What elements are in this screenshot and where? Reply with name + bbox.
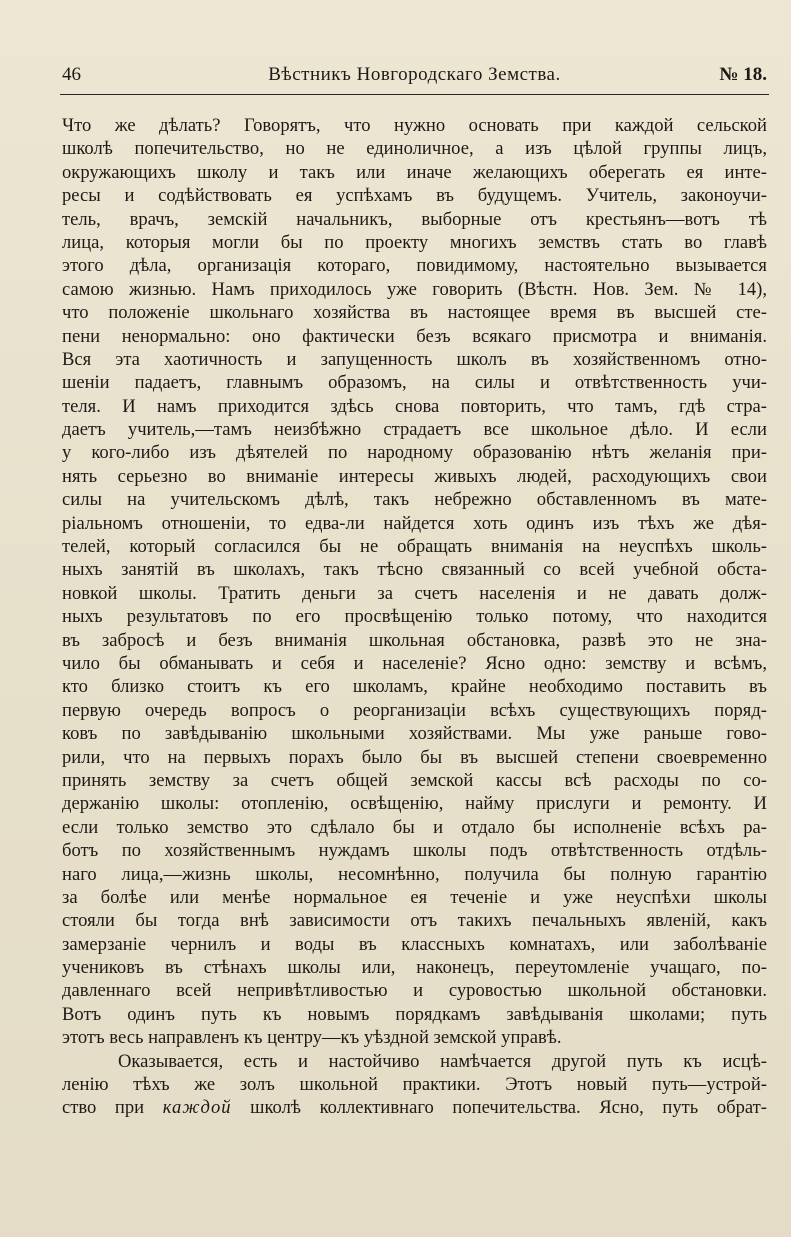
text-line: ленію тѣхъ же золъ школьной практики. Этотъ новый путь—устрой- xyxy=(62,1074,767,1096)
text-line: этого дѣла, организація котораго, повидимому, настоятельно вызывается xyxy=(62,255,767,277)
text-line: силы на учительскомъ дѣлѣ, такъ небрежно обставленномъ въ мате- xyxy=(62,489,767,511)
text-line: чило бы обманывать и себя и населеніе? Ясно одно: земству и всѣмъ, xyxy=(62,652,767,674)
text-line: телей, который согласился бы не обращать вниманія на неуспѣхъ школь- xyxy=(62,536,767,558)
text-segment: школѣ коллективнаго попечительства. Ясно, путь обрат- xyxy=(231,1097,767,1119)
text-line: ныхъ занятій въ школахъ, такъ тѣсно связанный со всей учебной обста- xyxy=(62,559,767,581)
text-line: давленнаго всей непривѣтливостью и суровостью школьной обстановки. xyxy=(62,980,767,1002)
text-line: окружающихъ школу и такъ или иначе желающихъ оберегать ея инте- xyxy=(62,161,767,183)
text-line: въ забросѣ и безъ вниманія школьная обстановка, развѣ это не зна- xyxy=(62,629,767,651)
page-number: 46 xyxy=(62,64,81,85)
text-line: замерзаніе чернилъ и воды въ классныхъ комнатахъ, или заболѣваніе xyxy=(62,933,767,955)
text-line: принять земству за счетъ общей земской кассы всѣ расходы по со- xyxy=(62,769,767,791)
text-line: что положеніе школьнаго хозяйства въ настоящее время въ высшей сте- xyxy=(62,302,767,324)
text-line: Что же дѣлать? Говорятъ, что нужно основать при каждой сельской xyxy=(62,115,767,136)
text-line: теля. И намъ приходится здѣсь снова повторить, что тамъ, гдѣ стра- xyxy=(62,395,767,417)
text-segment: ство при xyxy=(62,1097,163,1119)
text-line: новкой школы. Тратить деньги за счетъ населенія и не давать долж- xyxy=(62,582,767,604)
text-line: даетъ учитель,—тамъ неизбѣжно страдаетъ все школьное дѣло. И если xyxy=(62,419,767,441)
text-line: наго лица,—жизнь школы, несомнѣнно, получила бы полную гарантію xyxy=(62,863,767,885)
running-header xyxy=(62,64,767,92)
text-line: за болѣе или менѣе нормальное ея теченіе и уже неуспѣхи школы xyxy=(62,886,767,908)
emphasis-text: каждой xyxy=(162,1097,232,1119)
text-line: нять серьезно во вниманіе интересы живыхъ людей, расходующихъ свои xyxy=(62,465,767,487)
text-line: рили, что на первыхъ порахъ было бы въ высшей степени своевременно xyxy=(62,746,767,768)
text-line xyxy=(62,1096,767,1119)
text-line: первую очередь вопросъ о реорганизаціи всѣхъ существующихъ поряд- xyxy=(62,699,767,721)
text-line: ресы и содѣйствовать ея успѣхамъ въ будущемъ. Учитель, законоучи- xyxy=(62,185,767,207)
text-line: учениковъ въ стѣнахъ школы или, наконецъ, переутомленіе учащаго, по- xyxy=(62,957,767,979)
text-line: Вотъ одинъ путь къ новымъ порядкамъ завѣдыванія школами; путь xyxy=(62,1003,767,1025)
issue-number: № 18. xyxy=(719,64,767,85)
text-line: стояли бы тогда внѣ зависимости отъ такихъ печальныхъ явленій, какъ xyxy=(62,910,767,932)
text-line: самою жизнью. Намъ приходилось уже говорить (Вѣстн. Нов. Зем. № 14), xyxy=(62,278,767,300)
text-line: ковъ по завѣдыванію школьными хозяйствами. Мы уже раньше гово- xyxy=(62,723,767,745)
body-text xyxy=(62,114,767,1120)
text-line: кто близко стоитъ къ его школамъ, крайне необходимо поставить въ xyxy=(62,676,767,698)
text-line: ріальномъ отношеніи, то едва-ли найдется хоть одинъ изъ тѣхъ же дѣя- xyxy=(62,512,767,534)
text-line: шеніи падаетъ, главнымъ образомъ, на силы и отвѣтственность учи- xyxy=(62,372,767,394)
text-line: этотъ весь направленъ къ центру—къ уѣздной земской управѣ. xyxy=(62,1027,562,1049)
text-line: ныхъ результатовъ по его просвѣщенію только потому, что находится xyxy=(62,606,767,628)
header-rule xyxy=(60,94,769,95)
text-line: если только земство это сдѣлало бы и отдало бы исполненіе всѣхъ ра- xyxy=(62,816,767,838)
text-line: лица, которыя могли бы по проекту многихъ земствъ стать во главѣ xyxy=(62,231,767,253)
text-line: у кого-либо изъ дѣятелей по народному образованію нѣтъ желанія при- xyxy=(62,442,767,464)
text-line: Вся эта хаотичность и запущенность школъ въ хозяйственномъ отно- xyxy=(62,348,767,370)
text-line: пени ненормально: оно фактически безъ всякаго присмотра и вниманія. xyxy=(62,325,767,347)
text-line: Оказывается, есть и настойчиво намѣчается другой путь къ исцѣ- xyxy=(118,1050,767,1072)
text-line: держанію школы: отопленію, освѣщенію, найму прислуги и ремонту. И xyxy=(62,793,767,815)
text-line: школѣ попечительство, но не единоличное, а изъ цѣлой группы лицъ, xyxy=(62,138,767,160)
journal-title: Вѣстникъ Новгородскаго Земства. xyxy=(268,64,561,85)
text-line: тель, врачъ, земскій начальникъ, выборные отъ крестьянъ—вотъ тѣ xyxy=(62,208,767,230)
text-line: ботъ по хозяйственнымъ нуждамъ школы подъ отвѣтственность отдѣль- xyxy=(62,840,767,862)
